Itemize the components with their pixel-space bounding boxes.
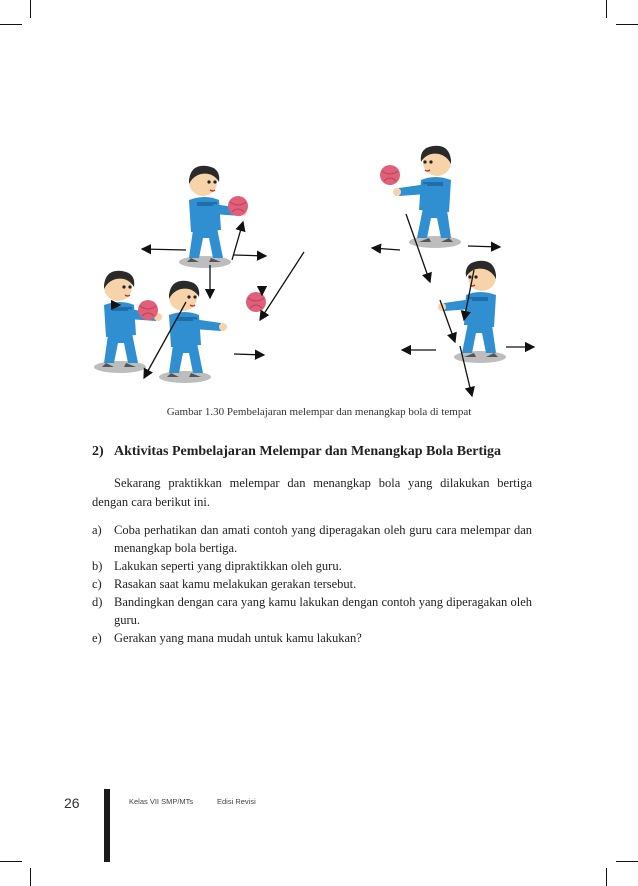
crop-mark [606,0,607,18]
ball-icon [246,292,266,312]
ball-icon [138,300,158,320]
kid-figure [438,261,506,363]
list-item [92,575,532,593]
section-heading [92,444,501,460]
intro-paragraph: Sekarang praktikkan melempar dan menangkap bola yang dilakukan bertiga dengan cara berikut ini. [92,476,532,509]
list-item-text: Coba perhatikan dan amati contoh yang diperagakan oleh guru cara melempar dan menangkap bola bertiga. [114,523,532,555]
section-number: 2) [92,444,104,459]
list-marker: b) [92,559,103,573]
crop-mark [616,861,638,862]
list-item [92,593,532,629]
list-marker: a) [92,523,102,537]
ball-icon [380,165,400,185]
instruction-list [92,521,532,647]
list-item [92,629,532,647]
list-item [92,557,532,575]
kid-figure [393,146,461,248]
list-marker: d) [92,595,103,609]
crop-mark [30,0,31,18]
figure-caption: Gambar 1.30 Pembelajaran melempar dan menangkap bola di tempat [166,406,472,418]
ball-icon [228,196,248,216]
list-item [92,521,532,557]
page-number: 26 [64,795,80,811]
kid-figure [94,271,162,373]
list-item-text: Lakukan seperti yang dipraktikkan oleh guru. [114,559,342,573]
crop-mark [606,868,607,886]
section-title: Aktivitas Pembelajaran Melempar dan Menangkap Bola Bertiga [114,444,502,459]
list-item-text: Gerakan yang mana mudah untuk kamu lakukan? [114,631,362,645]
throwing-catching-illustration [60,120,590,400]
list-marker: e) [92,631,102,645]
list-marker: c) [92,577,102,591]
crop-mark [30,868,31,886]
crop-mark [0,861,22,862]
list-item-text: Rasakan saat kamu melakukan gerakan tersebut. [114,577,357,591]
footer-edition: Edisi Revisi [217,797,256,806]
list-item-text: Bandingkan dengan cara yang kamu lakukan dengan contoh yang diperagakan oleh guru. [114,595,532,627]
crop-mark [616,24,638,25]
kid-figure [179,166,247,268]
footer-bar [104,789,110,862]
crop-mark [0,24,22,25]
footer-book: Kelas VII SMP/MTs [129,797,194,806]
